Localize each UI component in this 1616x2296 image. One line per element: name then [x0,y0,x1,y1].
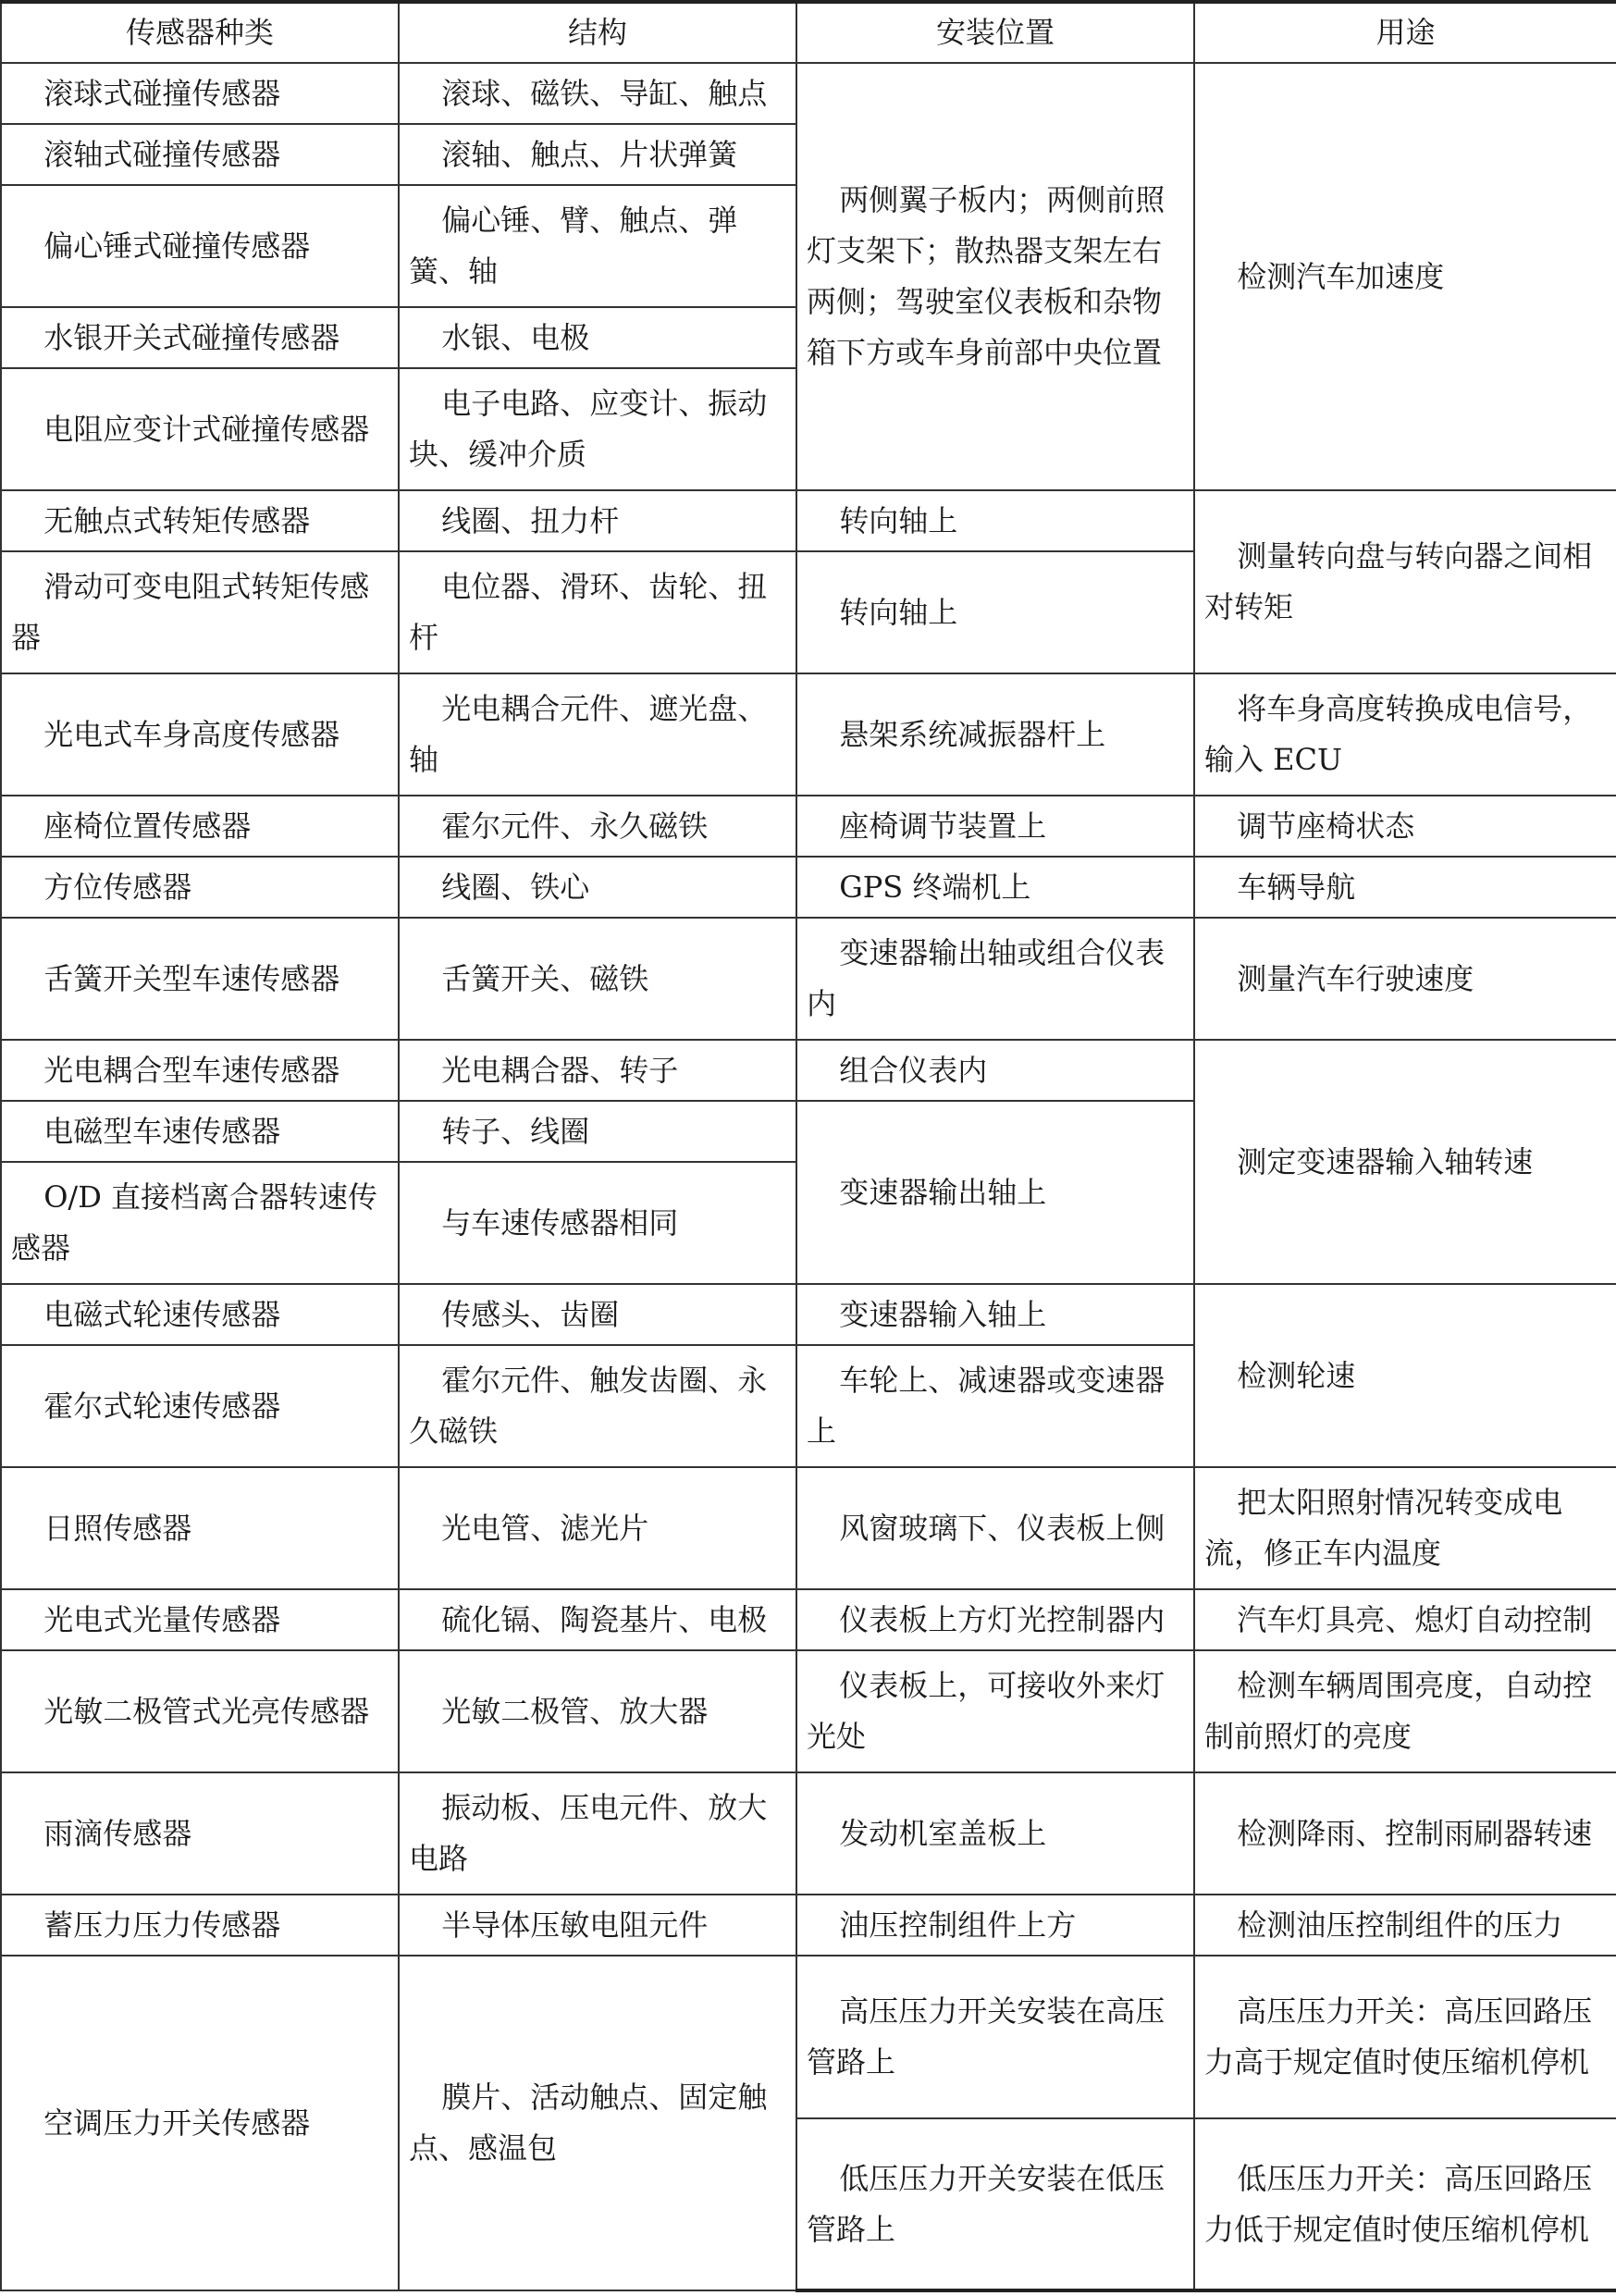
cell-sensor-type: 水银开关式碰撞传感器 [1,307,399,368]
cell-sensor-type: O/D 直接档离合器转速传感器 [1,1162,399,1284]
table-row [1,673,1616,796]
cell-sensor-type: 雨滴传感器 [1,1772,399,1895]
cell-install-location: 风窗玻璃下、仪表板上侧 [796,1467,1194,1589]
cell-usage: 将车身高度转换成电信号，输入 ECU [1194,673,1616,796]
table-row [1,918,1616,1040]
table-row [1,1895,1616,1956]
header-usage: 用途 [1194,2,1616,63]
cell-install-location: 转向轴上 [796,551,1194,673]
cell-usage: 车辆导航 [1194,857,1616,918]
cell-structure: 硫化镉、陶瓷基片、电极 [399,1589,796,1650]
cell-structure: 线圈、扭力杆 [399,490,796,551]
cell-usage: 检测降雨、控制雨刷器转速 [1194,1772,1616,1895]
cell-sensor-type: 空调压力开关传感器 [1,1956,399,2290]
cell-install-location: 变速器输出轴上 [796,1101,1194,1284]
table-row [1,857,1616,918]
cell-install-location: 座椅调节装置上 [796,796,1194,857]
table-row [1,1956,1616,2118]
cell-sensor-type: 光电式光量传感器 [1,1589,399,1650]
cell-sensor-type: 光电耦合型车速传感器 [1,1040,399,1101]
cell-sensor-type: 电磁式轮速传感器 [1,1284,399,1345]
cell-structure: 霍尔元件、永久磁铁 [399,796,796,857]
cell-sensor-type: 滚轴式碰撞传感器 [1,124,399,185]
cell-usage: 检测汽车加速度 [1194,63,1616,490]
cell-sensor-type: 方位传感器 [1,857,399,918]
cell-structure: 光敏二极管、放大器 [399,1650,796,1772]
cell-sensor-type: 蓄压力压力传感器 [1,1895,399,1956]
cell-install-location: 低压压力开关安装在低压管路上 [796,2118,1194,2290]
cell-structure: 霍尔元件、触发齿圈、永久磁铁 [399,1345,796,1467]
cell-usage: 检测车辆周围亮度，自动控制前照灯的亮度 [1194,1650,1616,1772]
cell-structure: 光电管、滤光片 [399,1467,796,1589]
cell-install-location: 两侧翼子板内；两侧前照灯支架下；散热器支架左右两侧；驾驶室仪表板和杂物箱下方或车身前部中央位置 [796,63,1194,490]
header-sensor-type: 传感器种类 [1,2,399,63]
cell-structure: 线圈、铁心 [399,857,796,918]
cell-install-location: 变速器输入轴上 [796,1284,1194,1345]
cell-usage: 汽车灯具亮、熄灯自动控制 [1194,1589,1616,1650]
cell-usage: 测量转向盘与转向器之间相对转矩 [1194,490,1616,673]
cell-sensor-type: 霍尔式轮速传感器 [1,1345,399,1467]
cell-usage: 检测油压控制组件的压力 [1194,1895,1616,1956]
cell-usage: 检测轮速 [1194,1284,1616,1467]
table-row [1,1467,1616,1589]
cell-install-location: 变速器输出轴或组合仪表内 [796,918,1194,1040]
cell-sensor-type: 日照传感器 [1,1467,399,1589]
table-row [1,1772,1616,1895]
cell-sensor-type: 无触点式转矩传感器 [1,490,399,551]
cell-usage: 低压压力开关：高压回路压力低于规定值时使压缩机停机 [1194,2118,1616,2290]
cell-usage: 测量汽车行驶速度 [1194,918,1616,1040]
cell-structure: 半导体压敏电阻元件 [399,1895,796,1956]
cell-install-location: 组合仪表内 [796,1040,1194,1101]
cell-sensor-type: 光敏二极管式光亮传感器 [1,1650,399,1772]
cell-structure: 电位器、滑环、齿轮、扭杆 [399,551,796,673]
cell-sensor-type: 滑动可变电阻式转矩传感器 [1,551,399,673]
cell-install-location: GPS 终端机上 [796,857,1194,918]
header-structure: 结构 [399,2,796,63]
cell-structure: 滚轴、触点、片状弹簧 [399,124,796,185]
cell-structure: 与车速传感器相同 [399,1162,796,1284]
table-row [1,1284,1616,1345]
cell-structure: 舌簧开关、磁铁 [399,918,796,1040]
table-row [1,1040,1616,1101]
cell-sensor-type: 偏心锤式碰撞传感器 [1,185,399,307]
cell-structure: 转子、线圈 [399,1101,796,1162]
cell-sensor-type: 舌簧开关型车速传感器 [1,918,399,1040]
table-row [1,1589,1616,1650]
cell-structure: 滚球、磁铁、导缸、触点 [399,63,796,124]
cell-install-location: 车轮上、减速器或变速器上 [796,1345,1194,1467]
cell-structure: 光电耦合器、转子 [399,1040,796,1101]
cell-usage: 测定变速器输入轴转速 [1194,1040,1616,1284]
cell-structure: 光电耦合元件、遮光盘、轴 [399,673,796,796]
cell-structure: 膜片、活动触点、固定触点、感温包 [399,1956,796,2290]
cell-usage: 调节座椅状态 [1194,796,1616,857]
header-install-location: 安装位置 [796,2,1194,63]
cell-structure: 水银、电极 [399,307,796,368]
cell-install-location: 仪表板上，可接收外来灯光处 [796,1650,1194,1772]
cell-sensor-type: 电阻应变计式碰撞传感器 [1,368,399,490]
cell-install-location: 油压控制组件上方 [796,1895,1194,1956]
cell-structure: 振动板、压电元件、放大电路 [399,1772,796,1895]
table-row [1,1650,1616,1772]
table-header-row [1,2,1616,63]
cell-sensor-type: 座椅位置传感器 [1,796,399,857]
table-row [1,796,1616,857]
cell-sensor-type: 光电式车身高度传感器 [1,673,399,796]
cell-sensor-type: 滚球式碰撞传感器 [1,63,399,124]
cell-structure: 偏心锤、臂、触点、弹簧、轴 [399,185,796,307]
cell-install-location: 转向轴上 [796,490,1194,551]
cell-usage: 高压压力开关：高压回路压力高于规定值时使压缩机停机 [1194,1956,1616,2118]
cell-usage: 把太阳照射情况转变成电流，修正车内温度 [1194,1467,1616,1589]
cell-structure: 传感头、齿圈 [399,1284,796,1345]
table-row [1,63,1616,124]
cell-sensor-type: 电磁型车速传感器 [1,1101,399,1162]
cell-install-location: 仪表板上方灯光控制器内 [796,1589,1194,1650]
cell-install-location: 悬架系统减振器杆上 [796,673,1194,796]
cell-install-location: 高压压力开关安装在高压管路上 [796,1956,1194,2118]
cell-structure: 电子电路、应变计、振动块、缓冲介质 [399,368,796,490]
cell-install-location: 发动机室盖板上 [796,1772,1194,1895]
table-row [1,490,1616,551]
